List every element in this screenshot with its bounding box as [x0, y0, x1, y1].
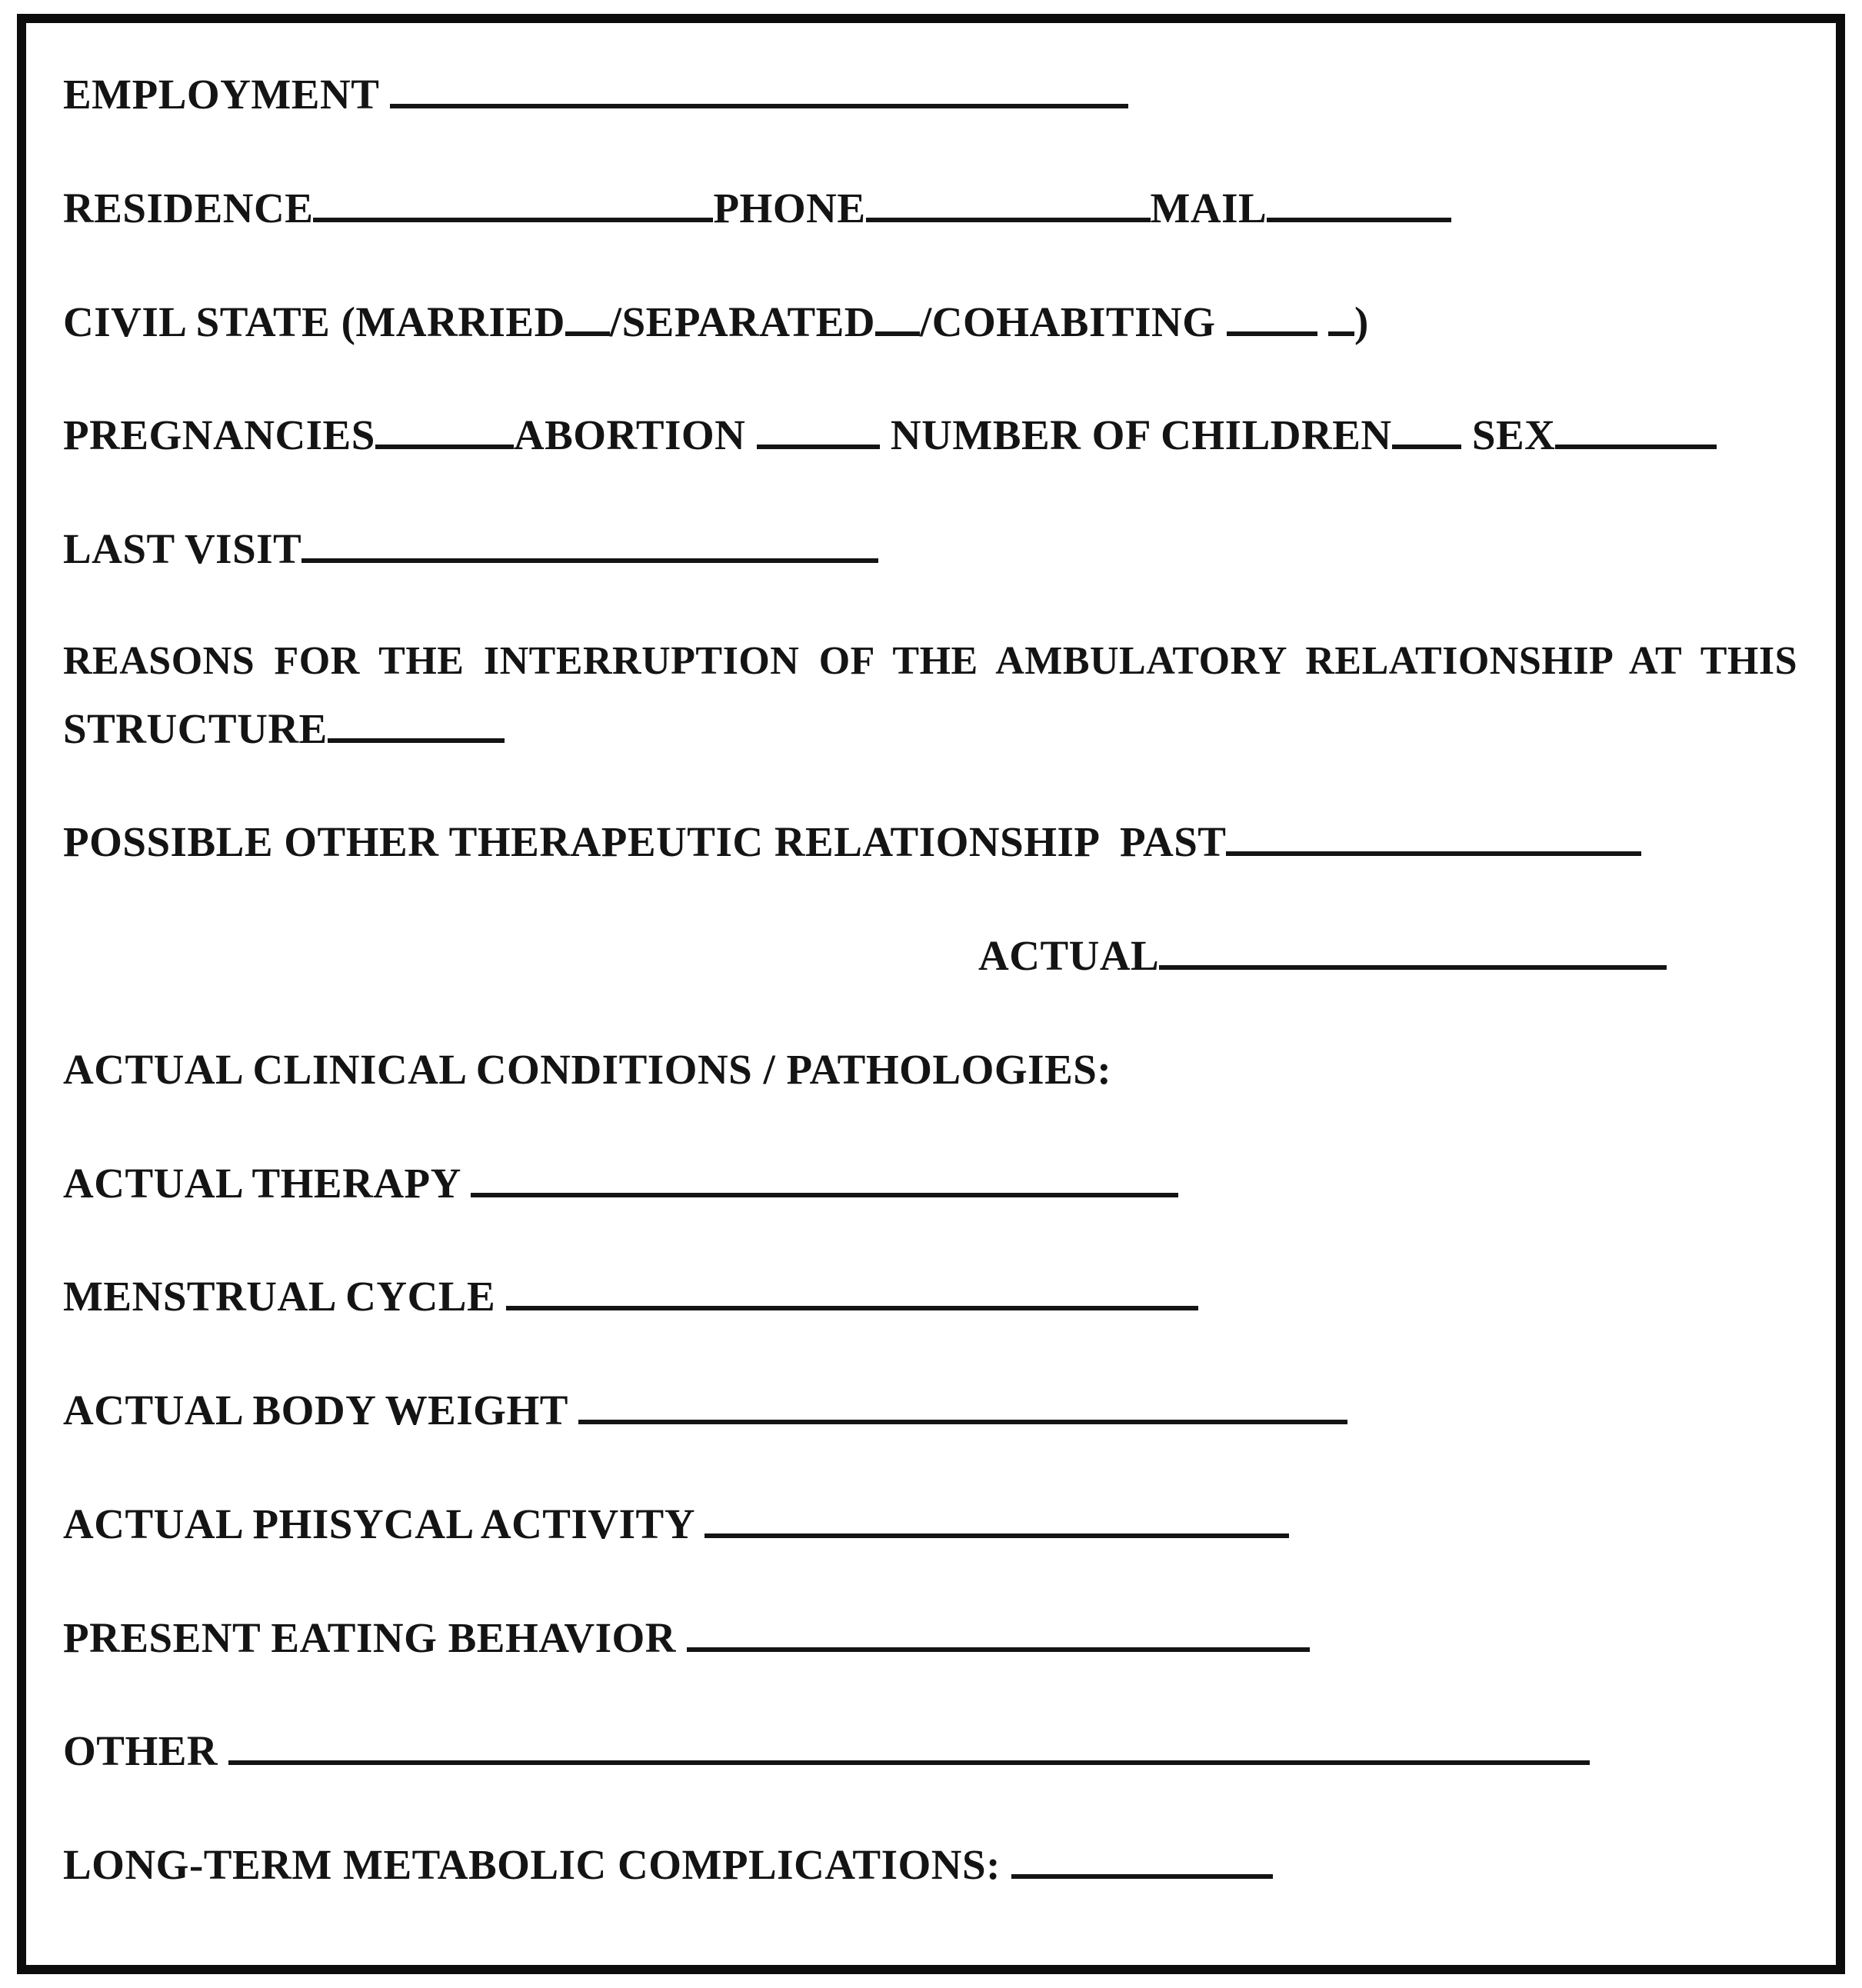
- form-row-body-weight: [63, 1376, 1797, 1446]
- blank-line: [1267, 179, 1451, 222]
- field-label: MENSTRUAL CYCLE: [63, 1273, 507, 1320]
- field-label: EMPLOYMENT: [63, 71, 390, 118]
- form-row-last-visit: [63, 514, 1797, 584]
- blank-line: [375, 407, 514, 450]
- form-row-interruption-reasons: [63, 628, 1797, 764]
- field-label: POSSIBLE OTHER THERAPEUTIC RELATIONSHIP PAST: [63, 818, 1227, 866]
- blank-line: [1159, 927, 1667, 971]
- blank-line: [757, 407, 880, 450]
- form-row-pregnancies: [63, 401, 1797, 471]
- field-label: MAIL: [1150, 184, 1267, 231]
- form-row-physical-activity: [63, 1490, 1797, 1560]
- field-label: PHONE: [713, 184, 866, 231]
- blank-line: [1011, 1836, 1273, 1880]
- form-row-clinical-conditions: [63, 1035, 1797, 1105]
- field-label: ACTUAL: [978, 932, 1160, 980]
- blank-line: [1226, 814, 1641, 857]
- form-body: [63, 60, 1797, 1900]
- field-label: STRUCTURE: [63, 704, 328, 752]
- blank-line: [1555, 407, 1717, 450]
- blank-line: [704, 1495, 1289, 1538]
- field-label: ACTUAL BODY WEIGHT: [63, 1387, 579, 1434]
- field-label: CIVIL STATE (MARRIED: [63, 298, 565, 345]
- form-row-actual-relationship: [978, 921, 1797, 991]
- field-label: ): [1354, 298, 1369, 345]
- field-label: SEX: [1461, 411, 1556, 459]
- blank-line: [301, 521, 878, 564]
- blank-line: [687, 1609, 1310, 1652]
- blank-line: [313, 179, 713, 222]
- field-label: NUMBER OF CHILDREN: [879, 411, 1392, 459]
- field-label: LAST VISIT: [63, 525, 302, 572]
- field-label: ACTUAL PHISYCAL ACTIVITY: [63, 1500, 705, 1547]
- form-border-frame: [17, 14, 1845, 1974]
- form-row-actual-therapy: [63, 1149, 1797, 1219]
- field-label: ABORTION: [513, 411, 757, 459]
- field-label: OTHER: [63, 1727, 229, 1775]
- field-label: /SEPARATED: [609, 298, 876, 345]
- blank-line: [866, 179, 1151, 222]
- field-label: REASONS FOR THE INTERRUPTION OF THE AMBULATORY RELATIONSHIP AT THIS: [63, 638, 1797, 683]
- form-row-eating-behavior: [63, 1603, 1797, 1673]
- form-row-menstrual-cycle: [63, 1262, 1797, 1332]
- form-row-metabolic-complications: [63, 1830, 1797, 1900]
- field-label: /COHABITING: [920, 298, 1227, 345]
- form-row-past-relationship: [63, 808, 1797, 877]
- form-row-residence-phone-mail: [63, 174, 1797, 244]
- form-row-civil-state: [63, 288, 1797, 358]
- blank-line: [506, 1268, 1198, 1311]
- field-label: ACTUAL THERAPY: [63, 1159, 471, 1207]
- form-row-other: [63, 1717, 1797, 1787]
- blank-line: [875, 293, 920, 336]
- blank-line: [471, 1154, 1178, 1197]
- field-label: LONG-TERM METABOLIC COMPLICATIONS:: [63, 1841, 1012, 1889]
- blank-line: [578, 1382, 1347, 1425]
- field-label: PREGNANCIES: [63, 411, 375, 459]
- field-label: ACTUAL CLINICAL CONDITIONS / PATHOLOGIES:: [63, 1045, 1112, 1093]
- blank-line: [228, 1723, 1590, 1766]
- blank-line: [1392, 407, 1461, 450]
- blank-line: [565, 293, 610, 336]
- blank-line: [1227, 293, 1317, 336]
- field-label: RESIDENCE: [63, 184, 314, 231]
- field-label: PRESENT EATING BEHAVIOR: [63, 1613, 688, 1661]
- blank-line: [390, 66, 1128, 109]
- form-row-employment: [63, 60, 1797, 130]
- blank-line: [1328, 293, 1354, 336]
- blank-line: [328, 700, 505, 743]
- field-label: [1317, 298, 1328, 345]
